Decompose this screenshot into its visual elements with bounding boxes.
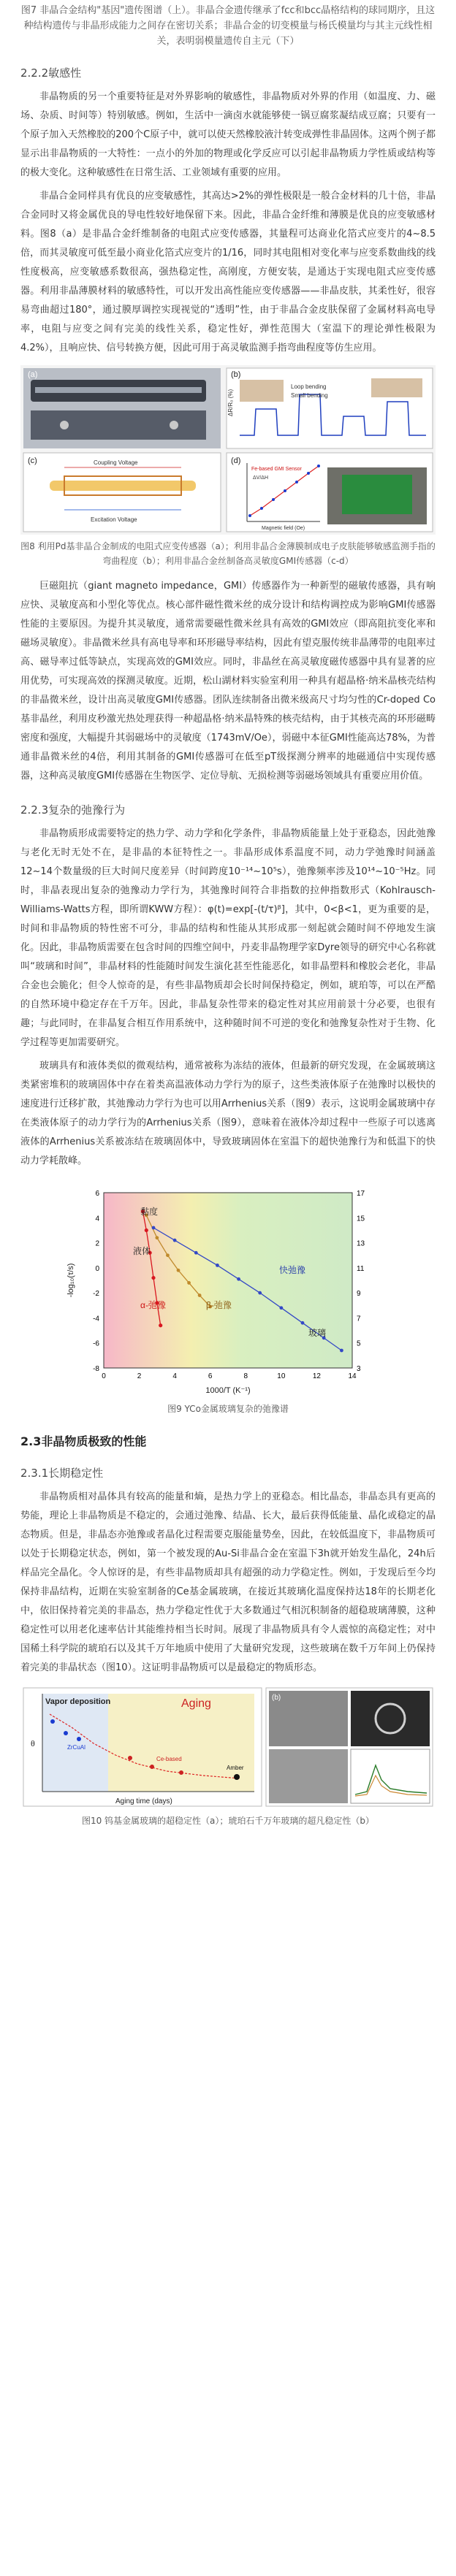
section-heading-sensitivity: 2.2.2敏感性 — [20, 66, 82, 80]
fig9-label-beta: β-弛豫 — [206, 1300, 232, 1310]
section-heading-relaxation: 2.2.3复杂的弛豫行为 — [20, 803, 126, 817]
fig8-label-b: (b) — [231, 370, 241, 379]
fig10-a-amber: Amber — [227, 1765, 244, 1771]
fig8-label-a: (a) — [28, 370, 38, 379]
fig8-d-xaxis: Magnetic field (Oe) — [262, 526, 305, 531]
fig9-ytick: -8 — [93, 1365, 99, 1373]
fig9-ytick: 4 — [95, 1215, 99, 1223]
fig9-beta-point — [187, 1281, 191, 1285]
fig8-c-excitation: Excitation Voltage — [91, 516, 137, 523]
fig9-y2tick: 15 — [357, 1215, 365, 1223]
fig9-xtick: 4 — [172, 1372, 177, 1380]
paragraph-liquid-like: 玻璃具有和液体类似的微观结构，通常被称为冻结的液体，但最新的研究发现，在金属玻璃这类紧密堆积的玻璃固体中存在着类高温液体动力学行为的原子，这些类液体原子在弛豫时以极快的速度进行迁移扩散，其弛豫动力学行为也可以用Arrhenius关系（图9）表示，这说明金属玻璃中存在类液体原子的动力学行为的Arrhenius关系（图9），意味着在液体冷却过程中一些原子可以逃离液体的Arrhenius关系被冻结在玻璃固体中，导致玻璃固体在室温下的超快弛豫行为和低温下的快动力学耗散峰。 — [20, 1060, 436, 1166]
fig9-ytick: -2 — [93, 1290, 99, 1299]
fig9-beta-point — [177, 1269, 180, 1272]
fig9-yaxis-label: -log₁₀(τ/s) — [66, 1263, 75, 1298]
fig9-relaxation-chart — [60, 1178, 396, 1397]
fig9-label-glass: 玻璃 — [308, 1328, 327, 1338]
fig9-y2tick: 11 — [357, 1264, 365, 1273]
section-heading-stability: 2.3.1长期稳定性 — [20, 1467, 104, 1480]
fig9-fast-point — [279, 1306, 283, 1310]
fig10-a-vapor: Vapor deposition — [45, 1697, 111, 1706]
fig10-a-zrcual: ZrCuAl — [67, 1744, 86, 1751]
fig9-y2tick: 7 — [357, 1315, 361, 1323]
fig8-c-coupling: Coupling Voltage — [94, 459, 138, 466]
fig10-a-xaxis: Aging time (days) — [115, 1797, 172, 1805]
fig8-caption: 图8 利用Pd基非晶合金制成的电阻式应变传感器（a）；利用非晶合金薄膜制成电子皮肤能够敏感监测手指的弯曲程度（b）；利用非晶合金丝制备高灵敏度GMI传感器（c-d） — [20, 541, 436, 566]
fig8-d-sensor: Fe-based GMI Sensor — [251, 467, 302, 472]
fig9-caption: 图9 YCo金属玻璃复杂的弛豫谱 — [167, 1404, 289, 1414]
fig9-xtick: 12 — [312, 1372, 321, 1380]
fig8-b-label-loop: Loop bending — [291, 383, 327, 390]
fig10-label-b: (b) — [272, 1694, 281, 1702]
fig9-label-fast: 快弛豫 — [279, 1265, 306, 1275]
fig9-y2tick: 3 — [357, 1365, 361, 1373]
fig7-caption: 图7 非晶合金结构"基因"遗传图谱（上）。非晶合金遗传继承了fcc和bcc晶格结构的球同期序，且这种结构遗传与非晶形成能力之间存在密切关系；非晶合金的切变模量与杨氏模量均与其主元线性相关，表明弱模量遗传自主元（下） — [20, 5, 436, 47]
fig9-beta-point — [155, 1236, 159, 1239]
fig9-alpha-point — [159, 1323, 162, 1327]
fig9-beta-point — [166, 1253, 170, 1257]
fig9-label-liquid: 液体 — [133, 1246, 151, 1256]
fig9-fast-point — [216, 1264, 219, 1267]
fig9-y2tick: 5 — [357, 1339, 361, 1348]
fig9-alpha-point — [151, 1276, 155, 1280]
fig10-a-ce: Ce-based — [156, 1756, 182, 1762]
fig9-fast-point — [258, 1291, 262, 1295]
paragraph-strain-sensor: 非晶合金同样具有优良的应变敏感性，其高达>2%的弹性极限是一般合金材料的几十倍，非晶合金同时又将金属优良的导电性较好地保留下来。因此，非晶合金纤维和薄膜是优良的应变敏感材料。图8（a）是非晶合金纤维制备的电阻式应变传感器，其量程可达商业化箔式应变片的4~8.5倍，而其灵敏度可低至最小商业化箔式应变片的1/16，同时其电阻相对变化率与应变系数曲线的线性度极高，应变敏感系数很高，强热稳定性，高刚度，方便安装，是通达于实现电阻式应变传感器。利用非晶薄膜材料的敏感特性，可以开发出高性能应变传感器——非晶皮肤，其柔性好，很容易弯曲超过180°，通过膜厚调控实现视觉的“透明”性，由于非晶合金皮肤保留了金属材料高电导率，电阻与应变之间有完美的线性关系，稳定性好，弹性范围大（室温下的理论弹性极限为4.2%），且响应快、信号转换方便，因此可用于高灵敏监测手指弯曲程度等仿生应用。 — [20, 191, 436, 353]
fig9-fast-point — [152, 1226, 156, 1230]
fig9-alpha-point — [145, 1228, 148, 1232]
fig9-y2tick: 9 — [357, 1290, 361, 1299]
fig10-caption: 图10 钨基金属玻璃的超稳定性（a）；琥珀石千万年玻璃的超凡稳定性（b） — [81, 1816, 375, 1826]
fig8-b-yaxis: ΔR/R₀ (%) — [227, 389, 234, 416]
fig9-fast-point — [340, 1349, 343, 1353]
paragraph-stability: 非晶物质相对晶体具有较高的能量和熵，是热力学上的亚稳态。相比晶态，非晶态具有更高的势能，理论上非晶物质是不稳定的，会通过弛豫、结晶、长大，最后获得低能量、晶化或稳定的晶态物质。但是，非晶态亦弛豫或者晶化过程需要克服能量势垒，因此，在较低温度下，非晶物质可以处于长期稳定状态，例如，第一个被发现的Au-Si非晶合金在室温下3h就开始发生晶化，24h后样品完全晶化。令人惊讶的是，有些非晶物质却具有超强的动力学稳定性。例如，于发现后至今均保持非晶结构，近期在实验室制备的Ce基金属玻璃，在接近其玻璃化温度保持达18年的长期老化中，依旧保持着完美的非晶态，热力学稳定性优于大多数通过气相沉积制备的超稳玻璃薄膜，这种稳定性可以用老化速率估计其能维持相当长时间。展现了非晶物质具有令人震惊的高稳定性；对中国稀土科学院的琥珀石以及其千万年地质中使用了大量研究发现，这些玻璃在数千万年间上仍保持着完美的非晶状态（图10）。这证明非晶物质可以是最稳定的物质形态。 — [20, 1491, 436, 1673]
fig10-a-aging: Aging — [181, 1697, 211, 1710]
fig8-label-c: (c) — [28, 456, 37, 465]
fig8-image — [20, 365, 436, 535]
fig9-ytick: 2 — [95, 1239, 99, 1248]
fig9-xtick: 6 — [208, 1372, 213, 1380]
fig9-xtick: 2 — [137, 1372, 142, 1380]
fig9-ytick: 6 — [95, 1190, 99, 1198]
fig9-y2tick: 13 — [357, 1239, 365, 1248]
fig9-xtick: 10 — [277, 1372, 286, 1380]
fig8-label-d: (d) — [231, 456, 241, 465]
fig9-xtick: 0 — [102, 1372, 106, 1380]
fig9-label-viscosity: 黏度 — [140, 1207, 159, 1217]
fig9-fast-point — [173, 1239, 177, 1242]
fig9-xtick: 14 — [348, 1372, 357, 1380]
fig9-ytick: -4 — [93, 1315, 99, 1323]
section-heading-extreme-properties: 2.3非晶物质极致的性能 — [20, 1434, 147, 1448]
fig9-xtick: 8 — [243, 1372, 248, 1380]
fig9-y2tick: 17 — [357, 1190, 365, 1198]
paragraph-gmi-sensor: 巨磁阻抗（giant magneto impedance，GMI）传感器作为一种新型的磁敏传感器，具有响应快、灵敏度高和小型化等优点。核心部件磁性微米丝的成分设计和结构调控成为影响GMI传感器性能的主要原因。为提升其灵敏度，通常需要磁性微米丝具有高效的GMI效应（即高阻抗变化率和磁场灵敏度）。非晶微米丝具有高电导率和环形磁导率结构，因此有望克服传统非晶薄带的电阻率过高、磁导率过低等缺点，实现高效的GMI效应。同时，非晶丝在高灵敏度磁传感器中具有显著的应用优势，可实现高效的探测灵敏度。近期，松山湖材料实验室利用一种具有超晶格·纳米晶核壳结构的非晶微米丝，设计出高灵敏度GMI传感器。团队连续制备出微米级高尺寸均匀性的Cr-doped Co基非晶丝，利用皮秒激光热处理获得一种超晶格·纳米晶特殊的核壳结构，由于其核壳高的环形磁畴密度和强度，大幅提升其弱磁场中的灵敏度（1743mV/Oe），弱磁中本征GMI性能高达78%，为普通非晶微米丝的4倍，利用其制备的GMI传感器可在低至pT级探测分辨率的地磁通信中实现传感器，这种高灵敏度GMI传感器在生物医学、定位导航、无损检测等弱磁场领域具有重要应用价值。 — [20, 581, 436, 781]
fig10-a-yaxis: θ — [31, 1738, 35, 1748]
fig9-xaxis-label: 1000/T (K⁻¹) — [205, 1386, 251, 1395]
fig9-ytick: -6 — [93, 1339, 99, 1348]
fig9-fast-point — [237, 1277, 240, 1281]
fig8-b-label-small: Small bending — [291, 392, 328, 399]
fig8-d-slope: ΔV/ΔH — [253, 475, 269, 481]
fig9-ytick: 0 — [95, 1264, 99, 1273]
fig9-fast-point — [301, 1321, 305, 1325]
fig9-label-alpha: α-弛豫 — [140, 1300, 166, 1310]
fig10-image — [20, 1685, 436, 1809]
fig9-beta-point — [198, 1293, 202, 1297]
fig9-fast-point — [194, 1251, 198, 1255]
paragraph-relaxation: 非晶物质形成需要特定的热力学、动力学和化学条件，非晶物质能量上处于亚稳态，因此弛豫与老化无时无处不在，是非晶的本征特性之一。非晶形成体系温度不同，动力学弛豫时间涵盖12~14个数量级的巨大时间尺度差异（时间跨度10⁻¹⁴~10⁵s），弛豫频率涉及10¹⁴~10⁻⁵Hz。同时，非晶表现出复杂的弛豫动力学行为，其弛豫时间符合非指数的拉伸指数形式（Kohlrausch-Williams-Watts方程，即所谓KWW方程）：φ(t)=exp[-(t/τ)ᵝ]，其中，0<β<1，更为重要的是，时间和非晶物质的特性密不可分，非晶的结构和性能从其形成那一刻起就会随时间不停地发生演化。因此，非晶物质需要在包含时间的四维空间中，丹麦非晶物理学家Dyre领导的研究中心名称就叫“玻璃和时间”，非晶材料的性能随时间发生演化甚至性能恶化，如非晶塑料和橡胶会老化，非晶合金也会脆化；但令人惊奇的是，有些非晶物质却会长时间保持稳定，例如，琥珀等，可以在严酷的自然环境中稳定存在千万年。因此，非晶复杂性带来的稳定性对其应用前景十分必要，也很有趣；与此同时，在非晶复合相互作用系统中，这种随时间不可逆的变化和弛豫复杂性对于生物、化学过程等更加需要研究。 — [20, 828, 436, 1048]
paragraph-sensitivity-intro: 非晶物质的另一个重要特征是对外界影响的敏感性，非晶物质对外界的作用（如温度、力、磁场、杂质、时间等）特别敏感。例如，生活中一滴卤水就能够使一锅豆腐浆凝结成豆腐；只要有一个原子加入天然橡胶的200个C原子中，就可以使天然橡胶液汁转变成弹性非晶固体。这两个例子都显示出非晶物质的一大特性：一点小的外加的物理或化学反应可以引起非晶物质力学性质或结构等的极大变化。这种敏感性在日常生活、工业领域有重要的应用。 — [20, 91, 436, 178]
